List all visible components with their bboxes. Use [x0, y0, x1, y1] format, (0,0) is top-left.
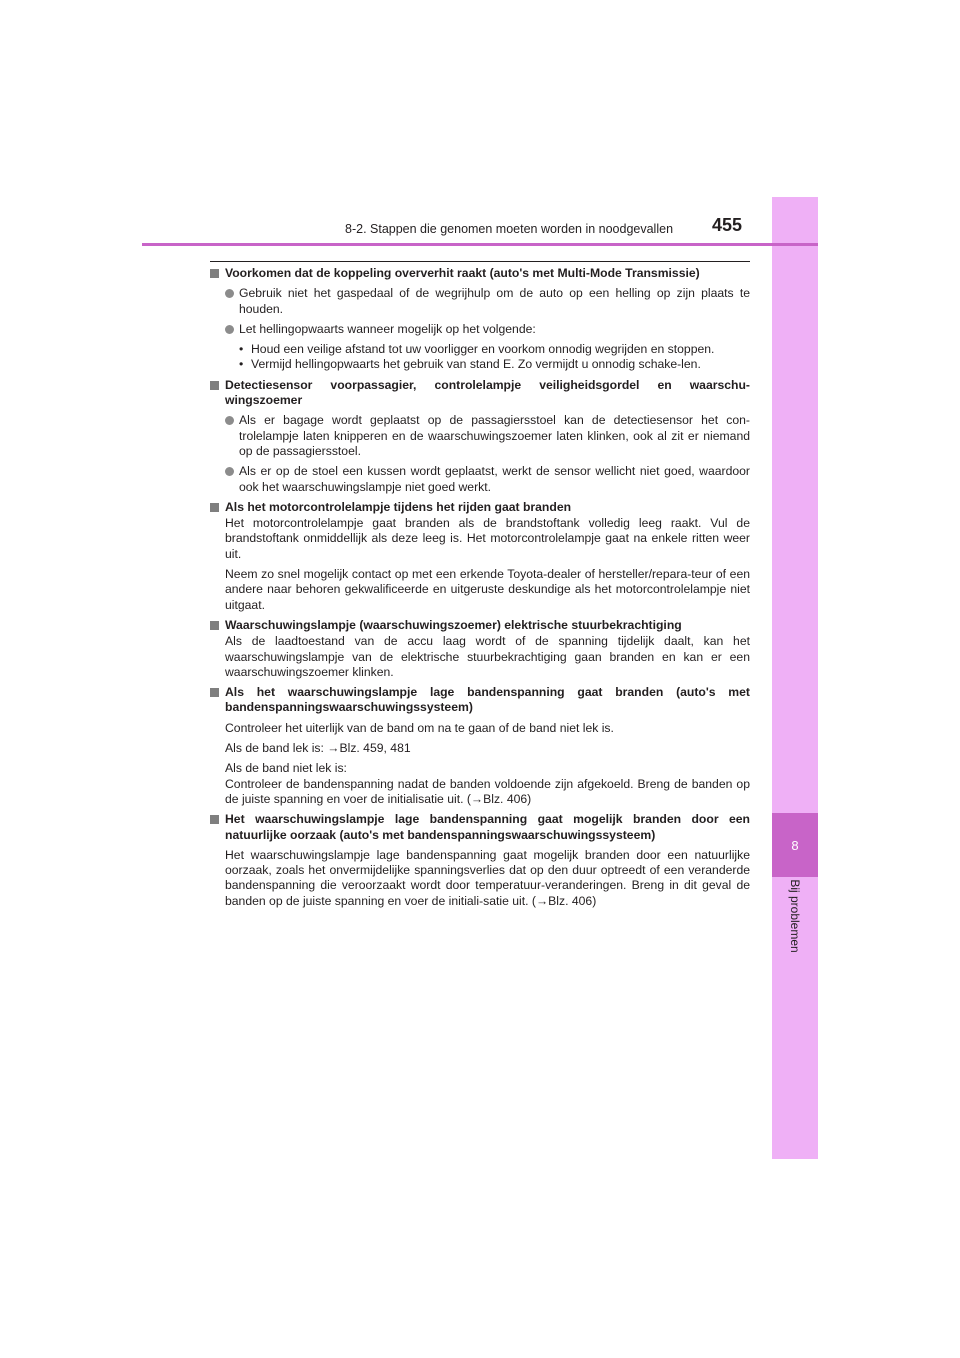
- list-item: Als er bagage wordt geplaatst op de passagiersstoel kan de detectiesensor het con-trolelampje laten knipperen en de waarschuwingszoemer laten klinken, ook al zit er niemand op de passagiersstoel.: [210, 413, 750, 459]
- square-bullet-icon: [210, 503, 219, 512]
- running-header: 8-2. Stappen die genomen moeten worden in noodgevallen: [345, 222, 674, 236]
- round-bullet-icon: [225, 416, 234, 425]
- section-heading: Als het waarschuwingslampje lage bandenspanning gaat branden (auto's met bandenspanningswaarschuwingssysteem): [210, 685, 750, 716]
- sub-list-item: • Houd een veilige afstand tot uw voorligger en voorkom onnodig wegrijden en stoppen.: [239, 342, 715, 357]
- round-bullet-icon: [225, 325, 234, 334]
- page-content: [210, 266, 750, 914]
- paragraph: Het motorcontrolelampje gaat branden als de brandstoftank volledig leeg raakt. Vul de brandstoftank onmiddellijk als deze leeg is. Het motorcontrolelampje gaat na enkele ritten weer uit.: [225, 516, 750, 561]
- section-power-steering-warning: [210, 618, 750, 680]
- paragraph: Als de laadtoestand van de accu laag wordt of de spanning tijdelijk daalt, kan het waarschuwingslampje van de elektrische stuurbekrachtiging gaan branden en kan er een waarschuwingszoemer klinken.: [225, 634, 750, 679]
- chapter-sidebar: [772, 197, 818, 1159]
- page-number: 455: [712, 215, 743, 235]
- section-tire-pressure-natural-cause: [210, 812, 750, 909]
- square-bullet-icon: [210, 269, 219, 278]
- chapter-title: Bij problemen: [788, 879, 802, 953]
- paragraph: Het waarschuwingslampje lage bandenspanning gaat mogelijk branden door een natuurlijke oorzaak, zoals het onvermijdelijke spanningsverlies dat op den duur optreedt of een veranderde bandenspanning die veroorzaakt wordt door temperatuur-veranderingen. Breng in dit geval de banden op de juiste spanning en voer de initiali-satie uit. (→Blz. 406): [225, 847, 750, 908]
- square-bullet-icon: [210, 381, 219, 390]
- section-heading: Detectiesensor voorpassagier, controlelampje veiligheidsgordel en waarschu-wingszoemer: [210, 378, 750, 409]
- sub-list-item: • Vermijd hellingopwaarts het gebruik van stand E. Zo vermijdt u onnodig schake-len.: [239, 357, 701, 372]
- chapter-number-tab: [772, 813, 818, 877]
- section-heading: Waarschuwingslampje (waarschuwingszoemer) elektrische stuurbekrachtiging: [210, 618, 750, 633]
- paragraph: Als de band niet lek is: Controleer de bandenspanning nadat de banden voldoende zijn afgekoeld. Breng de banden op de juiste spanning en voer de initialisatie uit. (→Blz. 406): [225, 761, 750, 806]
- section-engine-warning-light: [210, 500, 750, 613]
- paragraph: Neem zo snel mogelijk contact op met een erkende Toyota-dealer of hersteller/repara-teur of een andere naar behoren gekwalificeerde en uitgeruste deskundige als het motorcontrolelampje niet uitgaat.: [225, 567, 750, 612]
- list-item: Als er op de stoel een kussen wordt geplaatst, werkt de sensor wellicht niet goed, waardoor ook het waarschuwingslampje niet goed werkt.: [210, 464, 750, 495]
- section-passenger-sensor: [210, 378, 750, 495]
- list-item: Let hellingopwaarts wanneer mogelijk op het volgende:: [210, 322, 750, 337]
- section-heading: Het waarschuwingslampje lage bandenspanning gaat mogelijk branden door een natuurlijke oorzaak (auto's met bandenspanningswaarschuwingssysteem): [210, 812, 750, 843]
- section-heading: Als het motorcontrolelampje tijdens het rijden gaat branden: [210, 500, 750, 515]
- header-rule: [142, 243, 818, 246]
- round-bullet-icon: [225, 467, 234, 476]
- sub-list: [210, 342, 750, 373]
- section-clutch-overheating: [210, 266, 750, 373]
- list-item: Gebruik niet het gaspedaal of de wegrijhulp om de auto op een helling op zijn plaats te houden.: [210, 286, 750, 317]
- paragraph: Als de band lek is: →Blz. 459, 481: [225, 741, 411, 756]
- square-bullet-icon: [210, 688, 219, 697]
- section-heading: Voorkomen dat de koppeling oververhit raakt (auto's met Multi-Mode Transmissie): [210, 266, 750, 281]
- section-tire-pressure-warning: [210, 685, 750, 807]
- content-top-rule: [210, 261, 750, 262]
- chapter-number: 8: [791, 837, 799, 853]
- square-bullet-icon: [210, 621, 219, 630]
- paragraph: Controleer het uiterlijk van de band om na te gaan of de band niet lek is.: [225, 720, 614, 735]
- round-bullet-icon: [225, 289, 234, 298]
- square-bullet-icon: [210, 815, 219, 824]
